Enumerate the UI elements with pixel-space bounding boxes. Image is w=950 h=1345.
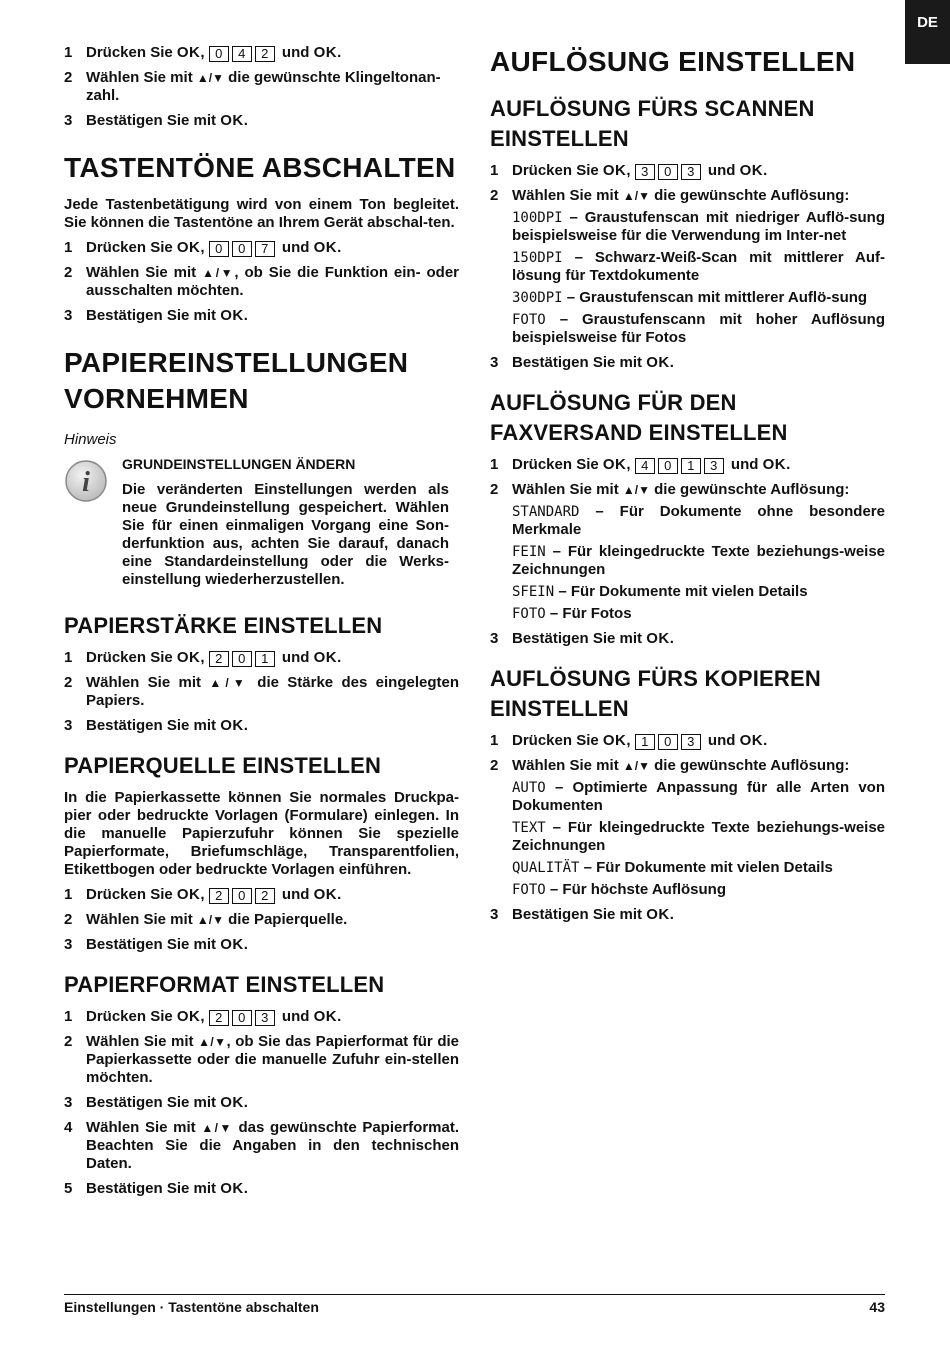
step-2: 2 Wählen Sie mit ▲/▼, ob Sie die Funktion ein- oder ausschalten möchten. <box>64 264 459 299</box>
option-fein: FEIN – Für kleingedruckte Texte beziehungs-weise Zeichnungen <box>512 543 886 578</box>
step-3: 3 Bestätigen Sie mit OK. <box>64 717 248 734</box>
footer-section: Einstellungen · Tastentöne abschalten <box>64 1299 319 1315</box>
language-label: DE <box>917 14 938 31</box>
arrow-keys-icon: ▲/▼ <box>622 189 650 203</box>
language-tab <box>905 0 950 64</box>
step-2: 2 Wählen Sie mit ▲/▼ die Stärke des eingelegten Papiers. <box>64 674 460 709</box>
option-text: TEXT – Für kleingedruckte Texte beziehungs-weise Zeichnungen <box>512 819 886 854</box>
page-footer <box>64 1294 885 1315</box>
papierquelle-intro: In die Papierkassette können Sie normales Druckpa-pier oder bedruckte Vorlagen (Formulare) einlegen. In die manuelle Papierzufuhr können Sie spezielle Papierformate, Briefumschläge, Transparentfolien, Etikettbogen oder bedruckte Vorlagen einführen. <box>64 789 459 878</box>
option-foto: FOTO – Für höchste Auflösung <box>512 881 727 898</box>
step-2: 2 Wählen Sie mit ▲/▼, ob Sie das Papierformat für die Papierkassette oder die manuelle Zufuhr ein-stellen möchten. <box>64 1033 459 1086</box>
step-1: 1 Drücken Sie OK, 1 0 3 und OK. <box>490 732 768 749</box>
arrow-keys-icon: ▲/▼ <box>202 266 235 280</box>
step-2: 2 Wählen Sie mit ▲/▼ die gewünschte Auflösung: <box>490 187 850 204</box>
heading-papiereinstellungen: PAPIEREINSTELLUNGEN VORNEHMEN <box>64 347 409 414</box>
step-3: 3 Bestätigen Sie mit OK. <box>490 630 674 647</box>
option-auto: AUTO – Optimierte Anpassung für alle Arten von Dokumenten <box>512 779 885 814</box>
step-1: 1 Drücken Sie OK, 0 0 7 und OK. <box>64 239 342 256</box>
step-3: 3 Bestätigen Sie mit OK. <box>490 906 674 923</box>
step-2: 2 Wählen Sie mit ▲/▼ die gewünschte Auflösung: <box>490 481 850 498</box>
step-1: 1 Drücken Sie OK, 2 0 2 und OK. <box>64 886 342 903</box>
arrow-keys-icon: ▲/▼ <box>209 676 249 690</box>
step-1: 1 Drücken Sie OK, 2 0 1 und OK. <box>64 649 342 666</box>
step-2: 2 Wählen Sie mit ▲/▼ die Papierquelle. <box>64 911 348 928</box>
arrow-keys-icon: ▲/▼ <box>198 1035 227 1049</box>
arrow-keys-icon: ▲/▼ <box>196 913 224 927</box>
page-number: 43 <box>869 1299 885 1315</box>
step-1: 1 Drücken Sie OK, 2 0 3 und OK. <box>64 1008 342 1025</box>
note-box <box>64 455 459 589</box>
step-4: 4 Wählen Sie mit ▲/▼ das gewünschte Papierformat. Beachten Sie die Angaben in den technischen Daten. <box>64 1119 460 1172</box>
step-3: 3 Bestätigen Sie mit OK. <box>64 936 248 953</box>
step-3: 3 Bestätigen Sie mit OK. <box>490 354 674 371</box>
arrow-keys-icon: ▲/▼ <box>622 759 650 773</box>
heading-aufloesung: AUFLÖSUNG EINSTELLEN <box>490 46 856 77</box>
svg-text:i: i <box>82 467 90 498</box>
key-2: 2 <box>255 46 275 62</box>
step-3: 3 Bestätigen Sie mit OK. <box>64 1094 248 1111</box>
heading-aufloesung-scannen: AUFLÖSUNG FÜRS SCANNEN EINSTELLEN <box>490 96 815 151</box>
step-5: 5 Bestätigen Sie mit OK. <box>64 1180 248 1197</box>
step-1: 1 Drücken Sie OK, 4 0 1 3 und OK. <box>490 456 791 473</box>
step-3: 3 Bestätigen Sie mit OK. <box>64 307 248 324</box>
option-foto: FOTO – Für Fotos <box>512 605 632 622</box>
option-300dpi: 300DPI – Graustufenscan mit mittlerer Auflö-sung <box>512 289 868 306</box>
heading-papierstaerke: PAPIERSTÄRKE EINSTELLEN <box>64 613 383 638</box>
hint-label: Hinweis <box>64 431 117 448</box>
step-1: 1 Drücken Sie OK, 3 0 3 und OK. <box>490 162 768 179</box>
key-0: 0 <box>209 46 229 62</box>
left-column <box>64 44 459 1198</box>
option-foto: FOTO – Graustufenscann mit hoher Auflösung beispielsweise für Fotos <box>512 311 885 346</box>
heading-aufloesung-fax: AUFLÖSUNG FÜR DEN FAXVERSAND EINSTELLEN <box>490 390 788 445</box>
step-3: 3 Bestätigen Sie mit OK. <box>64 112 248 129</box>
key-4: 4 <box>232 46 252 62</box>
arrow-keys-icon: ▲/▼ <box>196 71 224 85</box>
heading-aufloesung-kopieren: AUFLÖSUNG FÜRS KOPIEREN EINSTELLEN <box>490 666 821 721</box>
option-150dpi: 150DPI – Schwarz-Weiß-Scan mit mittlerer Auf-lösung für Textdokumente <box>512 249 885 284</box>
step-1: 1 Drücken Sie OK, 0 4 2 und OK. <box>64 44 342 61</box>
note-text: Die veränderten Einstellungen werden als neue Grundeinstellung gespeichert. Wählen Sie für einen einmaligen Vorgang eine Son-derfunktion aus, achten Sie darauf, danach eine Standardeinstellung oder die Werks-einstellung wiederherzustellen. <box>122 481 449 588</box>
option-qualitaet: QUALITÄT – Für Dokumente mit vielen Details <box>512 859 833 876</box>
info-icon <box>64 455 122 589</box>
heading-papierformat: PAPIERFORMAT EINSTELLEN <box>64 972 385 997</box>
heading-papierquelle: PAPIERQUELLE EINSTELLEN <box>64 753 382 778</box>
note-title: GRUNDEINSTELLUNGEN ÄNDERN <box>122 456 356 472</box>
option-100dpi: 100DPI – Graustufenscan mit niedriger Auflö-sung beispielsweise für die Verwendung im Inter-net <box>512 209 885 244</box>
arrow-keys-icon: ▲/▼ <box>201 1121 233 1135</box>
heading-tastentoene: TASTENTÖNE ABSCHALTEN <box>64 152 456 183</box>
option-standard: STANDARD – Für Dokumente ohne besondere Merkmale <box>512 503 885 538</box>
arrow-keys-icon: ▲/▼ <box>622 483 650 497</box>
option-sfein: SFEIN – Für Dokumente mit vielen Details <box>512 583 808 600</box>
tastentoene-intro: Jede Tastenbetätigung wird von einem Ton begleitet. Sie können die Tastentöne an Ihrem Gerät abschal-ten. <box>64 196 459 231</box>
step-2: 2 Wählen Sie mit ▲/▼ die gewünschte Klingeltonan- zahl. <box>64 69 441 104</box>
step-2: 2 Wählen Sie mit ▲/▼ die gewünschte Auflösung: <box>490 757 850 774</box>
right-column <box>490 44 885 924</box>
